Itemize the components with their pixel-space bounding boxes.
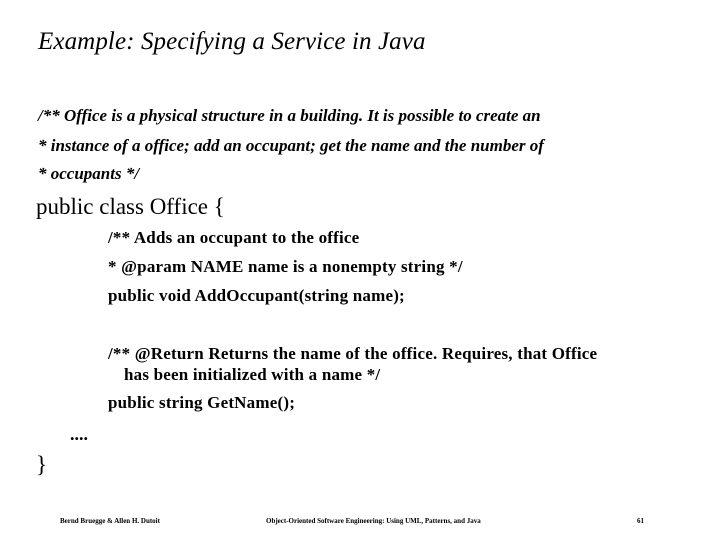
closing-brace: } [36, 452, 48, 477]
class-declaration: public class Office { [36, 194, 225, 219]
class-comment-line-2: * instance of a office; add an occupant; get the name and the number of [38, 136, 544, 155]
method2-signature: public string GetName(); [108, 393, 296, 412]
footer-authors: Bernd Bruegge & Allen H. Dutoit [60, 517, 160, 525]
footer-book-title: Object-Oriented Software Engineering: Using UML, Patterns, and Java [266, 517, 481, 525]
footer-page-number: 61 [637, 517, 644, 525]
method2-comment-line-1: /** @Return Returns the name of the office. Requires, that Office [108, 344, 598, 363]
method1-signature: public void AddOccupant(string name); [108, 286, 405, 305]
class-comment-line-1: /** Office is a physical structure in a building. It is possible to create an [38, 106, 541, 125]
method1-comment-line-1: /** Adds an occupant to the office [108, 228, 360, 247]
method2-comment-line-2: has been initialized with a name */ [124, 365, 381, 384]
method1-comment-line-2: * @param NAME name is a nonempty string */ [108, 257, 463, 276]
class-comment-line-3: * occupants */ [38, 164, 140, 183]
ellipsis: .... [70, 424, 88, 444]
slide-title: Example: Specifying a Service in Java [38, 28, 426, 55]
